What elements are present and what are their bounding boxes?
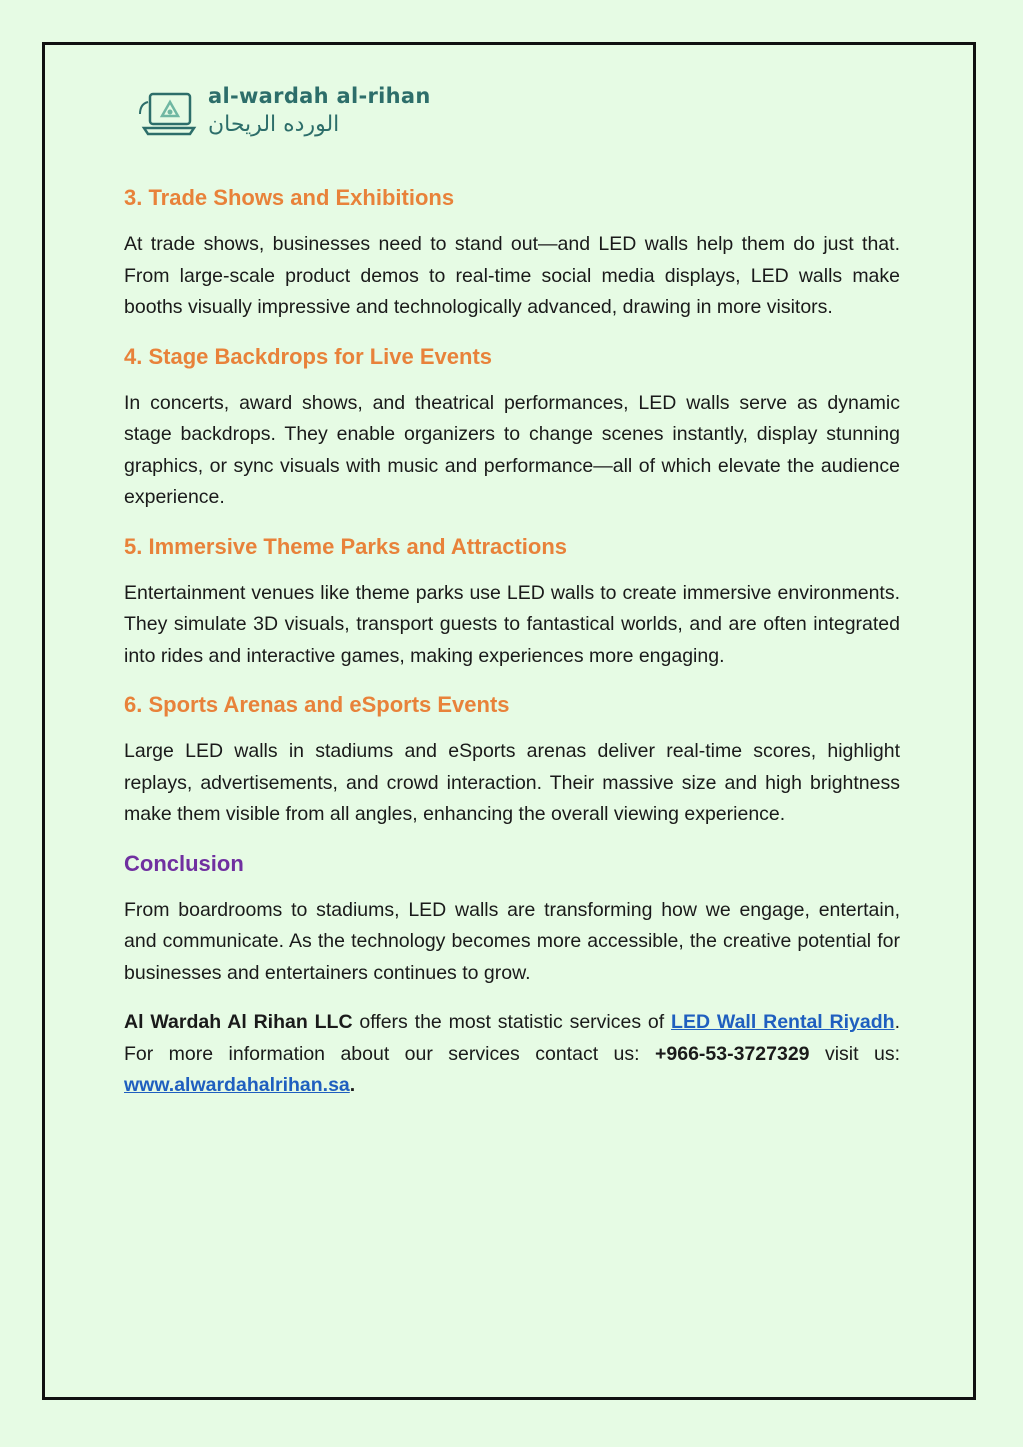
contact-text-3: visit us: xyxy=(809,1042,900,1065)
logo-name-english: al-wardah al-rihan xyxy=(208,84,431,108)
article-content xyxy=(124,183,900,1120)
conclusion-body: From boardrooms to stadiums, LED walls are transforming how we engage, entertain, and communicate. As the technology becomes more accessible, the creative potential for businesses and entertainers continues to grow. xyxy=(124,898,900,984)
phone-number: +966-53-3727329 xyxy=(655,1042,810,1065)
section-body-stage-backdrops: In concerts, award shows, and theatrical performances, LED walls serve as dynamic stage backdrops. They enable organizers to change scenes instantly, display stunning graphics, or sync visuals with music and performance—all of which elevate the audience experience. xyxy=(124,391,900,508)
led-wall-rental-link[interactable]: LED Wall Rental Riyadh xyxy=(671,1011,895,1033)
section-heading-theme-parks: 5. Immersive Theme Parks and Attractions xyxy=(124,533,568,559)
website-link[interactable]: www.alwardahalrihan.sa xyxy=(124,1074,350,1096)
contact-paragraph xyxy=(124,1007,900,1102)
section-heading-sports-arenas: 6. Sports Arenas and eSports Events xyxy=(124,692,510,717)
contact-end-period: . xyxy=(349,1074,356,1096)
logo-name-arabic: الورده الريحان xyxy=(208,112,340,137)
company-name: Al Wardah Al Rihan LLC xyxy=(124,1011,353,1033)
section-body-theme-parks: Entertainment venues like theme parks use LED walls to create immersive environments. They simulate 3D visuals, transport guests to fantastical worlds, and are often integrated into rides and interactive games, making experiences more engaging. xyxy=(124,581,900,667)
section-body-trade-shows: At trade shows, businesses need to stand out—and LED walls help them do just that. From large-scale product demos to real-time social media displays, LED walls make booths visually impressive and technologically advanced, drawing in more visitors. xyxy=(124,233,900,318)
conclusion-heading: Conclusion xyxy=(124,850,244,876)
section-heading-trade-shows: 3. Trade Shows and Exhibitions xyxy=(124,185,455,210)
contact-text-2: . For more information about our services contact us: xyxy=(124,1011,900,1065)
contact-text-1: offers the most statistic services of xyxy=(352,1011,672,1033)
company-logo xyxy=(138,84,438,148)
section-body-sports-arenas: Large LED walls in stadiums and eSports arenas deliver real-time scores, highlight replays, advertisements, and crowd interaction. Their massive size and high brightness make them visible from all angles, enhancing the overall viewing experience. xyxy=(124,740,900,825)
monitor-logo-icon xyxy=(138,84,200,146)
section-heading-stage-backdrops: 4. Stage Backdrops for Live Events xyxy=(124,343,493,369)
